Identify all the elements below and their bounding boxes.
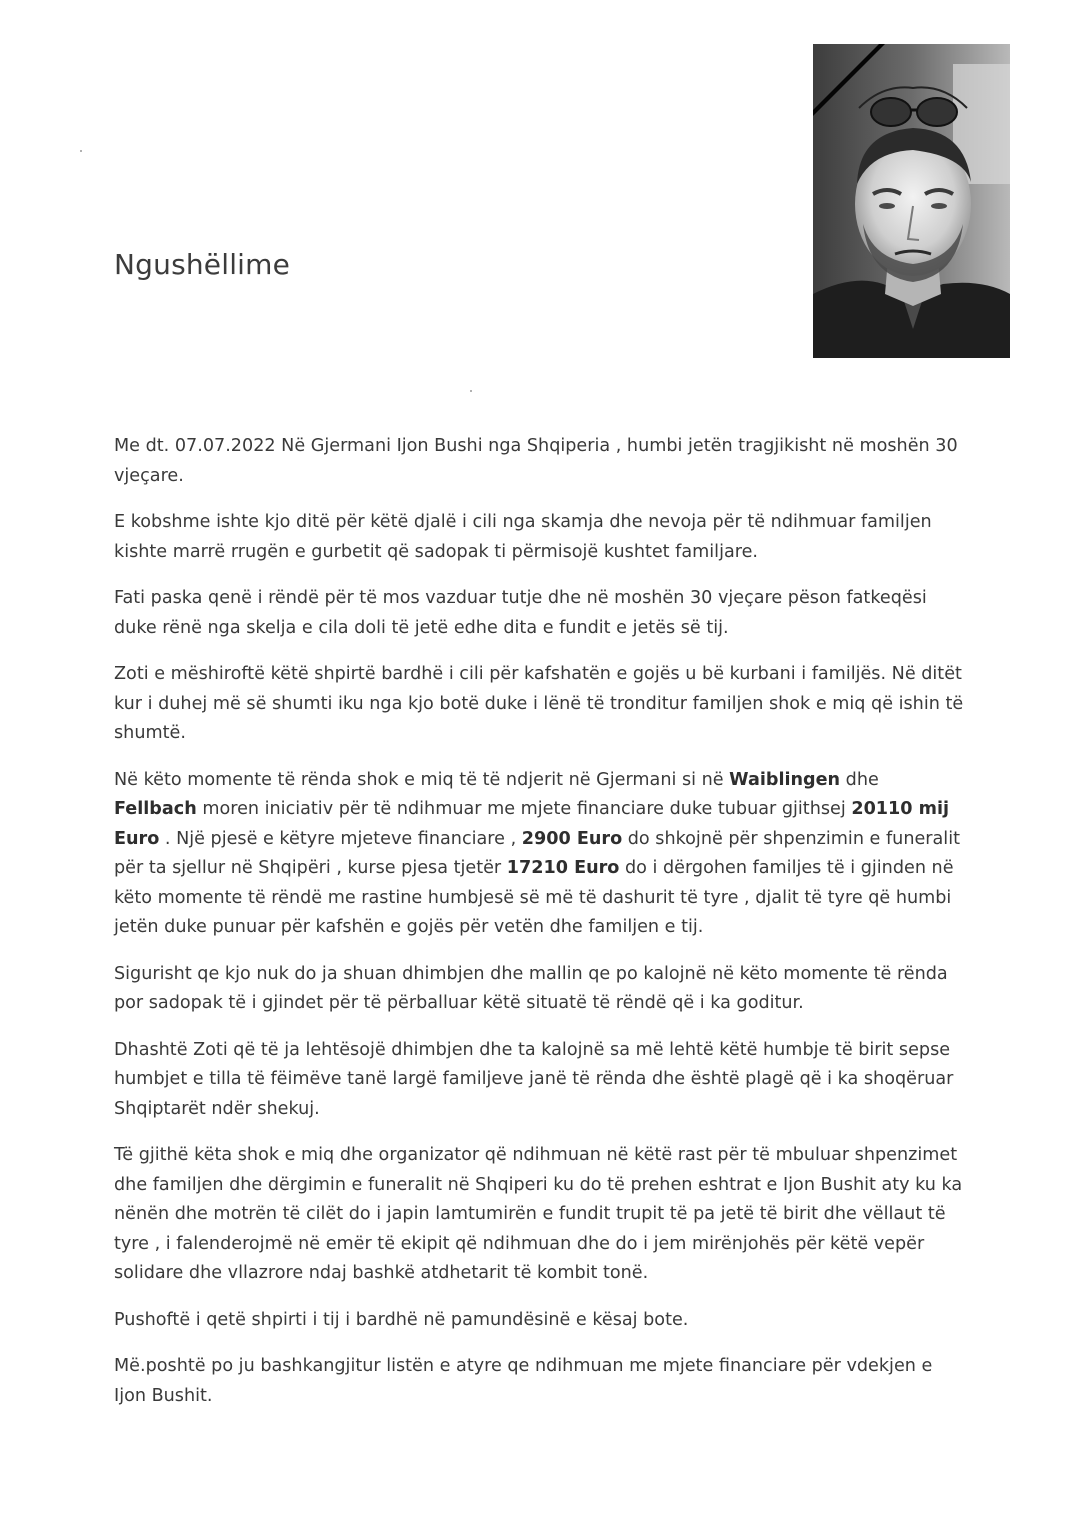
paragraph-9: Pushoftë i qetë shpirti i tij i bardhë në pamundësinë e kësaj bote. — [114, 1309, 689, 1330]
page-title: Ngushëllime — [114, 248, 291, 281]
city-fellbach: Fellbach — [114, 799, 197, 819]
city-waiblingen: Waiblingen — [729, 769, 841, 790]
portrait-image — [813, 44, 1010, 358]
paragraph-4: Zoti e mëshiroftë këtë shpirtë bardhë i cili për kafshatën e gojës u bë kurbani i familjës. Në ditët kur i duhej më së shumti iku nga kjo botë duke i lënë të tronditur familjen shok e miq që ishin të shumtë. — [114, 664, 964, 743]
paragraph-5-text-3: moren iniciativ për të ndihmuar me mjete financiare duke tubuar gjithsej — [196, 799, 852, 819]
funeral-amount: 2900 Euro — [521, 828, 623, 849]
paragraph-3: Fati paska qenë i rëndë për të mos vazduar tutje dhe në moshën 30 vjeçare pëson fatkeqësi duke rënë nga skelja e cila doli të jetë edhe dita e fundit e jetës së tij. — [114, 588, 927, 638]
paragraph-8: Të gjithë këta shok e miq dhe organizator që ndihmuan në këtë rast për të mbuluar shpenzimet dhe familjen dhe dërgimin e funeralit në Shqiperi ku do të prehen eshtrat e Ijon Bushit aty ku ka nënën dhe motrën të cilët do i japin lamtumirën e fundit trupit të pa jetë të birit dhe vëllaut të tyre , i falenderojmë në emër të ekipit që ndihmuan dhe do i jem mirënjohës për këtë vepër solidare dhe vllazrore ndaj bashkë atdhetarit të kombit tonë. — [114, 1145, 963, 1283]
paragraph-10: Më.poshtë po ju bashkangjitur listën e atyre qe ndihmuan me mjete financiare për vdekjen e Ijon Bushit. — [114, 1356, 933, 1406]
total-amount: 20110 mij Euro — [114, 799, 950, 849]
paragraph-7: Dhashtë Zoti që të ja lehtësojë dhimbjen dhe ta kalojnë sa më lehtë këtë humbje të birit sepse humbjet e tilla të fëimëve tanë largë familjeve janë të rënda dhe është plagë që i ka shoqëruar Shqiptarët ndër shekuj. — [114, 1039, 954, 1119]
memorial-portrait-photo — [813, 44, 1010, 358]
paragraph-1: Me dt. 07.07.2022 Në Gjermani Ijon Bushi nga Shqiperia , humbi jetën tragjikisht në moshën 30 vjeçare. — [114, 436, 958, 486]
paragraph-5-text-6: do i dërgohen familjes të i gjinden në këto momente të rëndë me rastine humbjesë së më të dashurit të tyre , djalit të tyre që humbi jetën duke punuar për kafshën e gojës për vetën dhe familjen e tij. — [114, 858, 954, 937]
paragraph-5 — [114, 766, 964, 943]
paragraph-2: E kobshme ishte kjo ditë për këtë djalë i cili nga skamja dhe nevoja për të ndihmuar familjen kishte marrë rrugën e gurbetit që sadopak ti përmisojë kushtet familjare. — [114, 512, 932, 562]
condolence-body — [114, 432, 964, 1428]
paragraph-5-text-1: Në këto momente të rënda shok e miq të të ndjerit në Gjermani si në — [114, 769, 730, 790]
paragraph-6: Sigurisht qe kjo nuk do ja shuan dhimbjen dhe mallin qe po kalojnë në këto momente të rënda por sadopak të i gjindet për të përballuar këtë situatë të rëndë që i ka goditur. — [114, 963, 948, 1013]
paragraph-5-text-5: do shkojnë për shpenzimin e funeralit për ta sjellur në Shqipëri , kurse pjesa tjetër — [114, 828, 960, 878]
scan-speck — [470, 390, 472, 392]
scan-speck — [80, 150, 82, 152]
paragraph-5-text-2: dhe — [840, 769, 879, 790]
family-amount: 17210 Euro — [506, 858, 620, 878]
paragraph-5-text-4: . Një pjesë e këtyre mjeteve financiare , — [159, 828, 522, 849]
